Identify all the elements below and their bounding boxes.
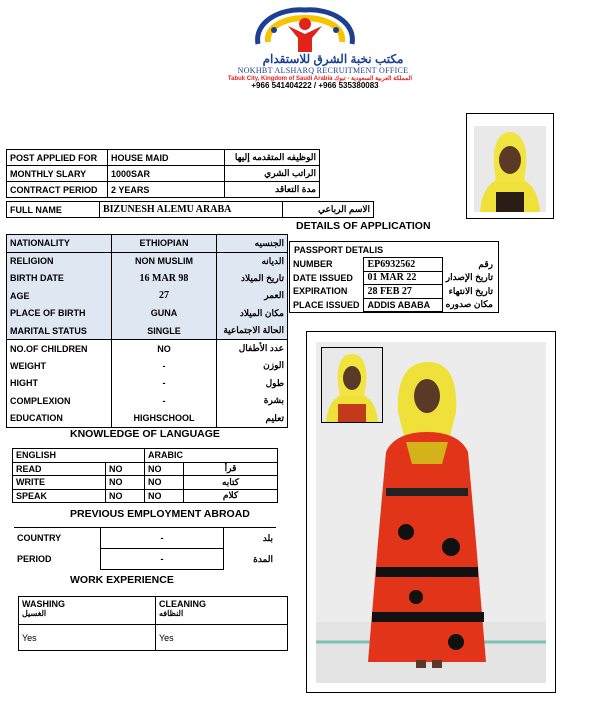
table-row [7,322,288,340]
passport-place-label-ar: مكان صدوره [445,299,493,310]
country-label: COUNTRY [17,533,62,544]
passport-photo-frame [466,113,554,219]
table-row [290,298,496,312]
country-label-ar: بلد [262,532,273,543]
table-row [13,489,278,503]
office-name-ar: مكتب نخبة الشرق للاستقدام [262,52,404,66]
office-phones: +966 541404222 / +966 535380083 [251,81,379,90]
employment-table [14,527,276,570]
passport-number-label-ar: رقم [478,258,493,269]
nationality-value: ETHIOPIAN [112,235,217,253]
period-value: - [101,549,224,570]
full-name-table [6,201,374,218]
logo-graphic [250,4,360,56]
contract-label-ar: مدة التعاقد [225,182,320,198]
table-row [7,235,288,253]
washing-label-ar: الغسيل [22,609,47,618]
language-header-english: ENGLISH [13,449,145,463]
write-english: NO [106,476,145,490]
table-row [7,305,288,323]
complexion-label: COMPLEXION [10,395,71,406]
table-row [290,258,496,272]
age-value: 27 [112,287,217,305]
marital-label-ar: الحالة الاجتماعية [217,322,288,340]
language-title: KNOWLEDGE OF LANGUAGE [70,428,220,440]
passport-expiry-label-ar: تاريخ الانتهاء [448,285,493,296]
inset-photo [321,347,383,423]
table-row [19,625,288,651]
washing-cell [19,597,156,625]
table-row [13,449,278,463]
work-table [18,596,288,651]
children-label-ar: عدد الأطفال [238,343,284,353]
contract-table [6,149,320,198]
passport-title: PASSPORT DETALIS [294,245,384,255]
details-title: DETAILS OF APPLICATION [296,220,431,232]
table-row [13,476,278,490]
period-label-ar: المدة [253,553,273,564]
cleaning-cell [156,597,288,625]
cleaning-label: CLEANING [159,599,206,609]
table-row [7,270,288,288]
table-row [13,462,278,476]
passport-expiry-label: EXPIRATION [293,286,348,297]
weight-value: - [112,357,217,375]
age-label: AGE [7,287,112,305]
contract-label: CONTRACT PERIOD [7,182,108,198]
table-row [7,182,320,198]
speak-arabic: NO [145,489,184,503]
table-row [19,597,288,625]
birthdate-label: BIRTH DATE [7,270,112,288]
table-row [7,357,288,375]
salary-label-ar: الراتب الشري [225,166,320,182]
passport-place-value: ADDIS ABABA [364,298,442,312]
passport-table [290,257,496,312]
religion-value: NON MUSLIM [112,252,217,270]
table-row [7,410,288,428]
birthdate-value: 16 MAR 98 [112,270,217,288]
table-row [7,340,288,358]
cleaning-label-ar: النظافه [159,609,184,618]
table-row [7,202,374,218]
weight-label: WEIGHT [10,360,46,371]
passport-issued-value: 01 MAR 22 [364,271,442,285]
education-label: EDUCATION [10,413,63,423]
table-row [7,287,288,305]
religion-label-ar: الديانه [217,252,288,270]
cleaning-value: Yes [156,625,288,651]
write-arabic: NO [145,476,184,490]
read-label: READ [13,462,106,476]
children-label: NO.OF CHILDREN [10,343,88,354]
language-header-arabic: ARABIC [145,449,278,463]
height-label-ar: طول [265,377,284,388]
religion-label: RELIGION [7,252,112,270]
post-label-ar: الوظيفه المتقدمه إليها [225,150,320,166]
weight-label-ar: الوزن [263,360,284,371]
country-value: - [101,528,224,549]
washing-value: Yes [19,625,156,651]
read-arabic: NO [145,462,184,476]
table-row [14,549,276,570]
birthplace-label-ar: مكان الميلاد [217,305,288,323]
height-value: - [112,375,217,393]
passport-photo [474,126,546,212]
age-label-ar: العمر [217,287,288,305]
write-label-ar: كتابه [184,476,278,490]
office-address: Tabuk City, Kingdom of Saudi Arabia المملكة العربية السعودية - تبوك [227,76,413,82]
language-table [12,448,278,503]
post-label: POST APPLIED FOR [7,150,108,166]
speak-label-ar: كلام [184,489,278,503]
write-label: WRITE [13,476,106,490]
table-row [7,375,288,393]
passport-issued-label: DATE ISSUED [293,272,353,283]
complexion-value: - [112,392,217,410]
read-label-ar: قرأ [184,462,278,476]
birthplace-value: GUNA [112,305,217,323]
nationality-label: NATIONALITY [7,235,112,253]
children-value: NO [112,340,217,358]
passport-number-label: NUMBER [293,259,333,270]
post-value: HOUSE MAID [108,150,225,166]
full-name-label: FULL NAME [7,202,100,218]
table-row [7,392,288,410]
height-label: HIGHT [10,378,38,389]
table-row [7,252,288,270]
full-body-photo [316,342,546,683]
table-row [290,285,496,299]
marital-label: MARITAL STATUS [7,322,112,340]
full-name-label-ar: الاسم الرباعي [283,202,374,218]
passport-expiry-value: 28 FEB 27 [364,285,442,299]
nationality-label-ar: الجنسيه [217,235,288,253]
office-name-en: NOKHBT ALSHARQ RECRUITMENT OFFICE [237,66,409,75]
marital-value: SINGLE [112,322,217,340]
work-title: WORK EXPERIENCE [70,574,174,586]
salary-label: MONTHLY SLARY [7,166,108,182]
full-body-photo-frame [306,331,556,693]
employment-title: PREVIOUS EMPLOYMENT ABROAD [70,508,250,520]
birthplace-label: PLACE OF BIRTH [7,305,112,323]
office-logo [250,4,360,56]
table-row [7,166,320,182]
washing-label: WASHING [22,599,66,609]
personal-table [6,234,288,428]
passport-issued-label-ar: تاريخ الإصدار [445,272,493,283]
complexion-label-ar: بشرة [263,395,284,406]
birthdate-label-ar: تاريخ الميلاد [217,270,288,288]
period-label: PERIOD [17,554,52,564]
full-name-value: BIZUNESH ALEMU ARABA [100,202,283,218]
table-row [7,150,320,166]
education-label-ar: تعليم [265,412,284,423]
read-english: NO [106,462,145,476]
speak-english: NO [106,489,145,503]
contract-value: 2 YEARS [108,182,225,198]
speak-label: SPEAK [13,489,106,503]
education-value: HIGHSCHOOL [112,410,217,428]
table-row [290,271,496,285]
salary-value: 1000SAR [108,166,225,182]
table-row [14,528,276,549]
passport-number-value: EP6932562 [364,258,442,272]
passport-place-label: PLACE ISSUED [293,299,360,310]
